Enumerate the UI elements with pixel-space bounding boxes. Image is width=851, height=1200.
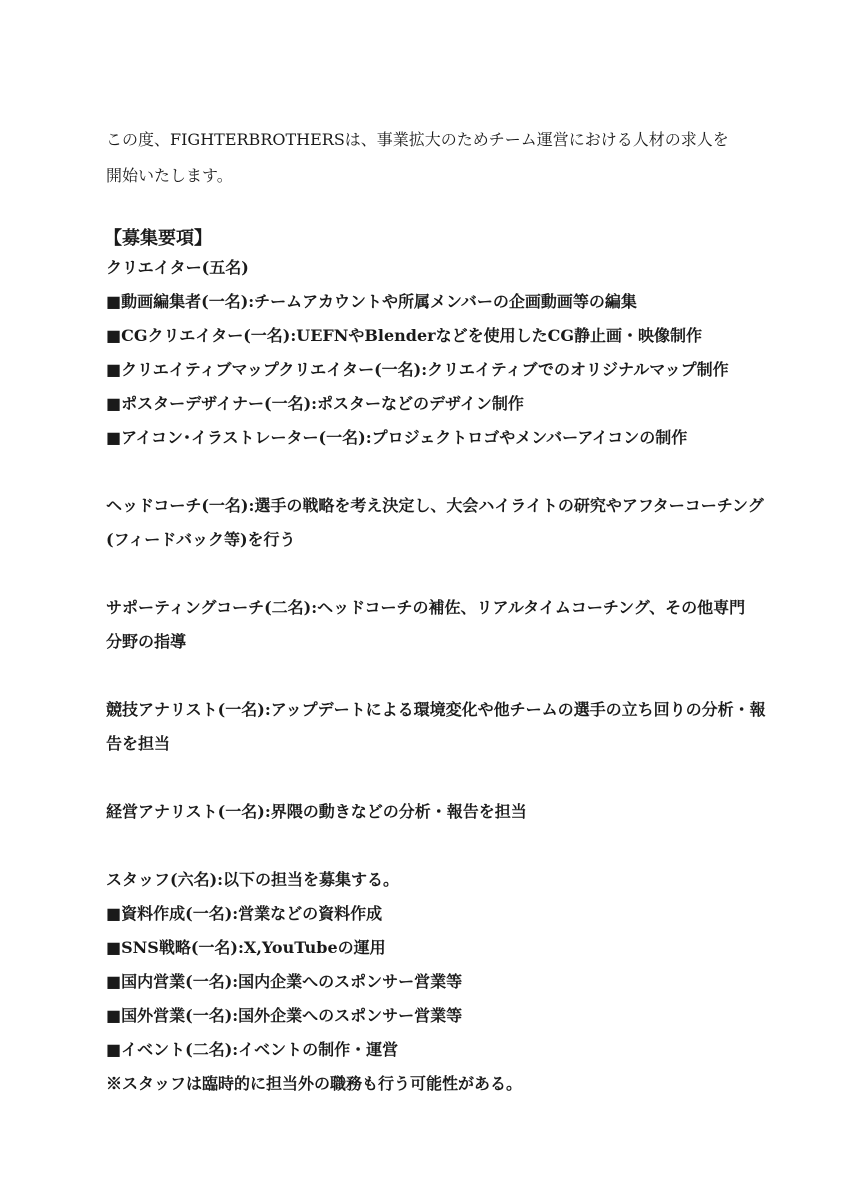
staff-note: ※スタッフは臨時的に担当外の職務も行う可能性がある。 <box>106 1074 523 1093</box>
intro-line-2: 開始いたします。 <box>106 166 233 185</box>
head-coach-line-2: (フィードバック等)を行う <box>106 530 296 549</box>
game-analyst-line-2: 告を担当 <box>106 734 171 753</box>
creator-item-cg-creator: ■CGクリエイター(一名):UEFNやBlenderなどを使用したCG静止画・映像制作 <box>106 326 702 345</box>
supporting-coach-line-1: サポーティングコーチ(二名):ヘッドコーチの補佐、リアルタイムコーチング、その他専門 <box>106 598 746 617</box>
creator-item-map-creator: ■クリエイティブマップクリエイター(一名):クリエイティブでのオリジナルマップ制作 <box>106 360 729 379</box>
creator-item-illustrator: ■アイコン･イラストレーター(一名):プロジェクトロゴやメンバーアイコンの制作 <box>106 428 688 447</box>
staff-item-domestic-sales: ■国内営業(一名):国内企業へのスポンサー営業等 <box>106 972 463 991</box>
intro-paragraph <box>106 122 766 194</box>
staff-item-documents: ■資料作成(一名):営業などの資料作成 <box>106 904 383 923</box>
staff-title: スタッフ(六名):以下の担当を募集する。 <box>106 870 400 889</box>
game-analyst-section <box>106 698 766 756</box>
staff-item-sns: ■SNS戦略(一名):X,YouTubeの運用 <box>106 938 386 957</box>
intro-line-1: この度、FIGHTERBROTHERSは、事業拡大のためチーム運営における人材の求人を <box>106 130 729 149</box>
supporting-coach-line-2: 分野の指導 <box>106 632 187 651</box>
creator-item-poster-designer: ■ポスターデザイナー(一名):ポスターなどのデザイン制作 <box>106 394 524 413</box>
staff-item-events: ■イベント(二名):イベントの制作・運営 <box>106 1040 399 1059</box>
creator-title: クリエイター(五名) <box>106 258 249 277</box>
game-analyst-line-1: 競技アナリスト(一名):アップデートによる環境変化や他チームの選手の立ち回りの分析・報 <box>106 700 766 719</box>
creator-item-video-editor: ■動画編集者(一名):チームアカウントや所属メンバーの企画動画等の編集 <box>106 292 637 311</box>
business-analyst-line-1: 経営アナリスト(一名):界隈の動きなどの分析・報告を担当 <box>106 802 527 821</box>
recruitment-document <box>106 122 766 1096</box>
staff-item-overseas-sales: ■国外営業(一名):国外企業へのスポンサー営業等 <box>106 1006 463 1025</box>
staff-section <box>106 868 766 1096</box>
head-coach-section <box>106 494 766 552</box>
head-coach-line-1: ヘッドコーチ(一名):選手の戦略を考え決定し、大会ハイライトの研究やアフターコーチング <box>106 496 764 515</box>
creator-section <box>106 256 766 450</box>
recruitment-heading: 【募集要項】 <box>104 228 212 249</box>
supporting-coach-section <box>106 596 766 654</box>
business-analyst-section <box>106 800 766 824</box>
